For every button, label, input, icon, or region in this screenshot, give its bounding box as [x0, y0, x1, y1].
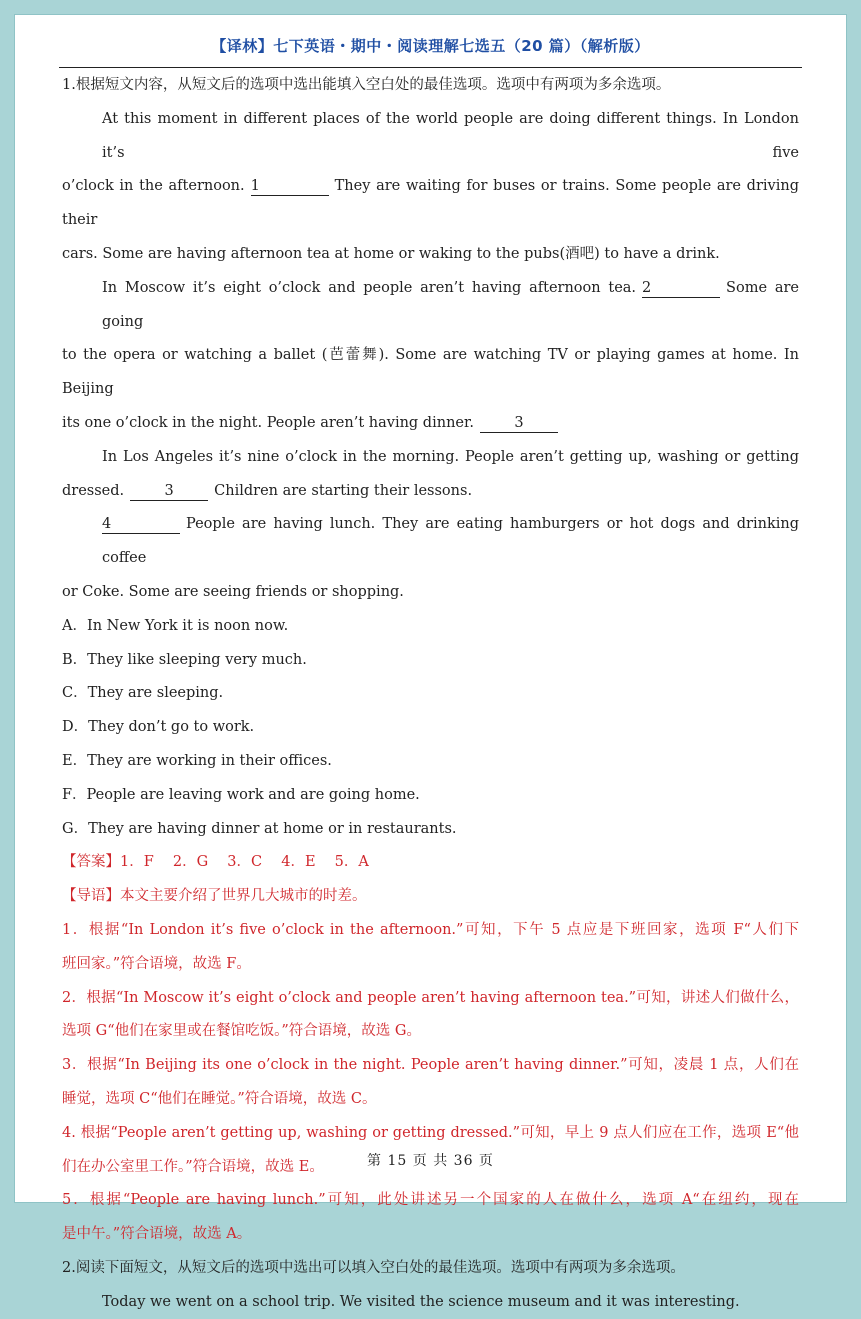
passage-3-line	[62, 475, 799, 509]
option-f: F．People are leaving work and are going home.	[62, 786, 420, 803]
explanation-4: 4. 根据“People aren’t getting up, washing or getting dressed.”可知，早上 9 点人们应在工作，选项 E“他	[62, 1124, 799, 1141]
blank-2: 2	[642, 279, 720, 298]
question-2-instruction: 2.阅读下面短文，从短文后的选项中选出可以填入空白处的最佳选项。选项中有两项为多余选项。	[62, 1259, 685, 1276]
explanation-1: 1．根据“In London it’s five o’clock in the afternoon.”可知，下午 5 点应是下班回家，选项 F“人们下	[62, 921, 799, 938]
page-header	[59, 23, 802, 68]
option-e: E．They are working in their offices.	[62, 752, 332, 769]
guide-text: 【导语】本文主要介绍了世界几大城市的时差。	[62, 888, 367, 905]
passage-4-line: or Coke. Some are seeing friends or shopping.	[62, 583, 404, 600]
passage-text: In Moscow it’s eight o’clock and people aren’t having afternoon tea.	[102, 279, 637, 296]
option-g: G．They are having dinner at home or in restaurants.	[62, 820, 457, 837]
passage-1-line: cars. Some are having afternoon tea at home or waking to the pubs(酒吧) to have a drink.	[62, 245, 720, 262]
passage-q2-line: Today we went on a school trip. We visited the science museum and it was interesting.	[102, 1293, 740, 1310]
page-number: 第 15 页 共 36 页	[367, 1153, 494, 1169]
explanation-3: 睡觉，选项 C“他们在睡觉。”符合语境，故选 C。	[62, 1090, 377, 1107]
explanation-2: 2．根据“In Moscow it’s eight o’clock and people aren’t having afternoon tea.”可知，讲述人们做什么，	[62, 989, 799, 1006]
document-page	[14, 14, 847, 1310]
passage-2-line	[62, 272, 799, 340]
blank-3b: 3	[130, 482, 208, 501]
blank-3: 3	[480, 414, 558, 433]
explanation-3: 3．根据“In Beijing its one o’clock in the night. People aren’t having dinner.”可知，凌晨 1 点，人们在	[62, 1057, 799, 1074]
passage-text: They are waiting for buses or trains. Some people are driving their	[62, 178, 799, 229]
option-c: C．They are sleeping.	[62, 685, 224, 702]
passage-1-line	[62, 170, 799, 238]
passage-1-line: At this moment in different places of the world people are doing different things. In London it’s five	[102, 110, 799, 161]
passage-3-line: In Los Angeles it’s nine o’clock in the morning. People aren’t getting up, washing or getting	[102, 448, 799, 465]
passage-text: its one o’clock in the night. People aren’t having dinner.	[62, 414, 474, 431]
answer-key: 【答案】1．F 2．G 3．C 4．E 5．A	[62, 854, 369, 871]
passage-text: Children are starting their lessons.	[214, 482, 473, 499]
explanation-5: 是中午。”符合语境，故选 A。	[62, 1226, 252, 1243]
passage-text: o’clock in the afternoon.	[62, 178, 245, 195]
question-1-instruction: 1.根据短文内容，从短文后的选项中选出能填入空白处的最佳选项。选项中有两项为多余选项。	[62, 77, 671, 93]
passage-2-line: to the opera or watching a ballet (芭蕾舞). Some are watching TV or playing games at home. In Beijing	[62, 347, 799, 398]
explanation-2: 选项 G“他们在家里或在餐馆吃饭。”符合语境，故选 G。	[62, 1023, 421, 1040]
page-title: 【译林】七下英语・期中・阅读理解七选五（20 篇）（解析版）	[211, 37, 650, 55]
passage-text: Some are going	[102, 279, 799, 330]
explanation-1: 班回家。”符合语境，故选 F。	[62, 955, 251, 972]
passage-4-line	[62, 508, 799, 576]
blank-1: 1	[251, 177, 329, 196]
passage-2-line	[62, 407, 799, 441]
option-a: A．In New York it is noon now.	[62, 617, 289, 634]
passage-text: People are having lunch. They are eating hamburgers or hot dogs and drinking coffee	[102, 516, 799, 567]
explanation-4: 们在办公室里工作。”符合语境，故选 E。	[62, 1158, 324, 1175]
explanation-5: 5．根据“People are having lunch.”可知，此处讲述另一个国家的人在做什么，选项 A“在纽约，现在	[62, 1192, 799, 1209]
page-content	[62, 69, 799, 1319]
option-b: B．They like sleeping very much.	[62, 651, 307, 668]
blank-4: 4	[102, 515, 180, 534]
option-d: D．They don’t go to work.	[62, 719, 255, 736]
passage-text: dressed.	[62, 482, 125, 499]
